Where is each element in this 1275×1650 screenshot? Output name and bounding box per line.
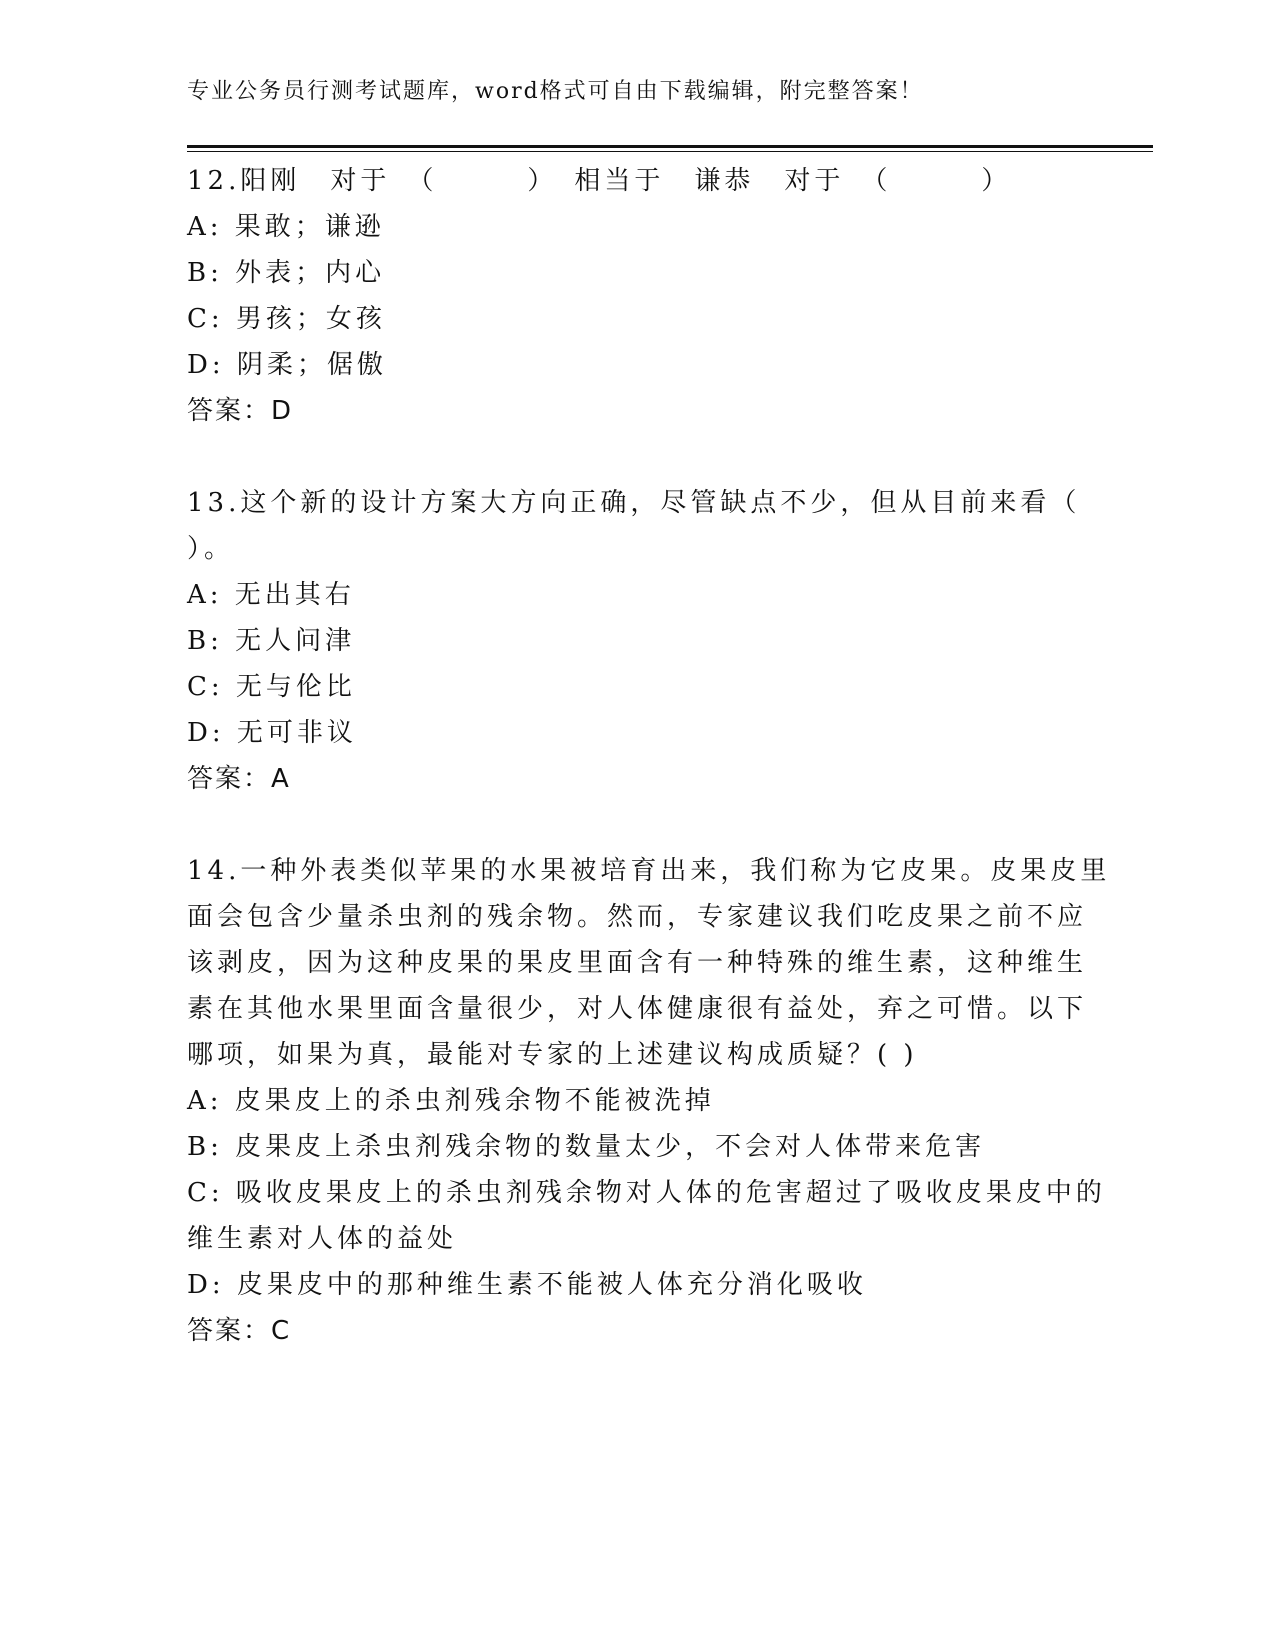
page-header: 专业公务员行测考试题库，word格式可自由下载编辑，附完整答案！ (187, 79, 924, 104)
option-b: B: 皮果皮上杀虫剂残余物的数量太少，不会对人体带来危害 (187, 1132, 986, 1162)
answer-label: 答案：D (187, 396, 294, 426)
option-c: C: 男孩；女孩 (187, 304, 386, 334)
question-stem-line: 13.这个新的设计方案大方向正确，尽管缺点不少，但从目前来看（ (187, 488, 1081, 518)
answer-label: 答案：C (187, 1316, 292, 1346)
answer-label: 答案：A (187, 764, 291, 794)
option-d: D: 无可非议 (187, 718, 357, 748)
option-a: A: 无出其右 (187, 580, 355, 610)
question-12 (187, 158, 1087, 434)
question-stem-line: ）。 (187, 534, 235, 564)
question-spacer (187, 434, 1087, 480)
question-stem-line: 该剥皮，因为这种皮果的果皮里面含有一种特殊的维生素，这种维生 (187, 948, 1088, 978)
header-rule-thick (187, 145, 1153, 148)
option-c: C: 吸收皮果皮上的杀虫剂残余物对人体的危害超过了吸收皮果皮中的 (187, 1178, 1106, 1208)
option-d: D: 皮果皮中的那种维生素不能被人体充分消化吸收 (187, 1270, 867, 1300)
option-a: A: 皮果皮上的杀虫剂残余物不能被洗掉 (187, 1086, 715, 1116)
question-13 (187, 480, 1087, 802)
document-body (187, 158, 1111, 1354)
question-spacer (187, 802, 1087, 848)
question-stem: 12.阳刚 对于 （ ） 相当于 谦恭 对于 （ ） (187, 166, 1012, 196)
option-a: A: 果敢；谦逊 (187, 212, 385, 242)
option-c: C: 无与伦比 (187, 672, 356, 702)
option-b: B: 外表；内心 (187, 258, 386, 288)
option-c-continued: 维生素对人体的益处 (187, 1224, 458, 1254)
question-14 (187, 848, 1111, 1354)
question-stem-line: 面会包含少量杀虫剂的残余物。然而，专家建议我们吃皮果之前不应 (187, 902, 1088, 932)
option-d: D: 阴柔；倨傲 (187, 350, 387, 380)
question-stem-line: 哪项，如果为真，最能对专家的上述建议构成质疑？( ) (187, 1040, 918, 1070)
question-stem-line: 素在其他水果里面含量很少，对人体健康很有益处，弃之可惜。以下 (187, 994, 1088, 1024)
option-b: B: 无人问津 (187, 626, 356, 656)
header-rule-thin (187, 151, 1153, 152)
question-stem-line: 14.一种外表类似苹果的水果被培育出来，我们称为它皮果。皮果皮里 (187, 856, 1111, 886)
